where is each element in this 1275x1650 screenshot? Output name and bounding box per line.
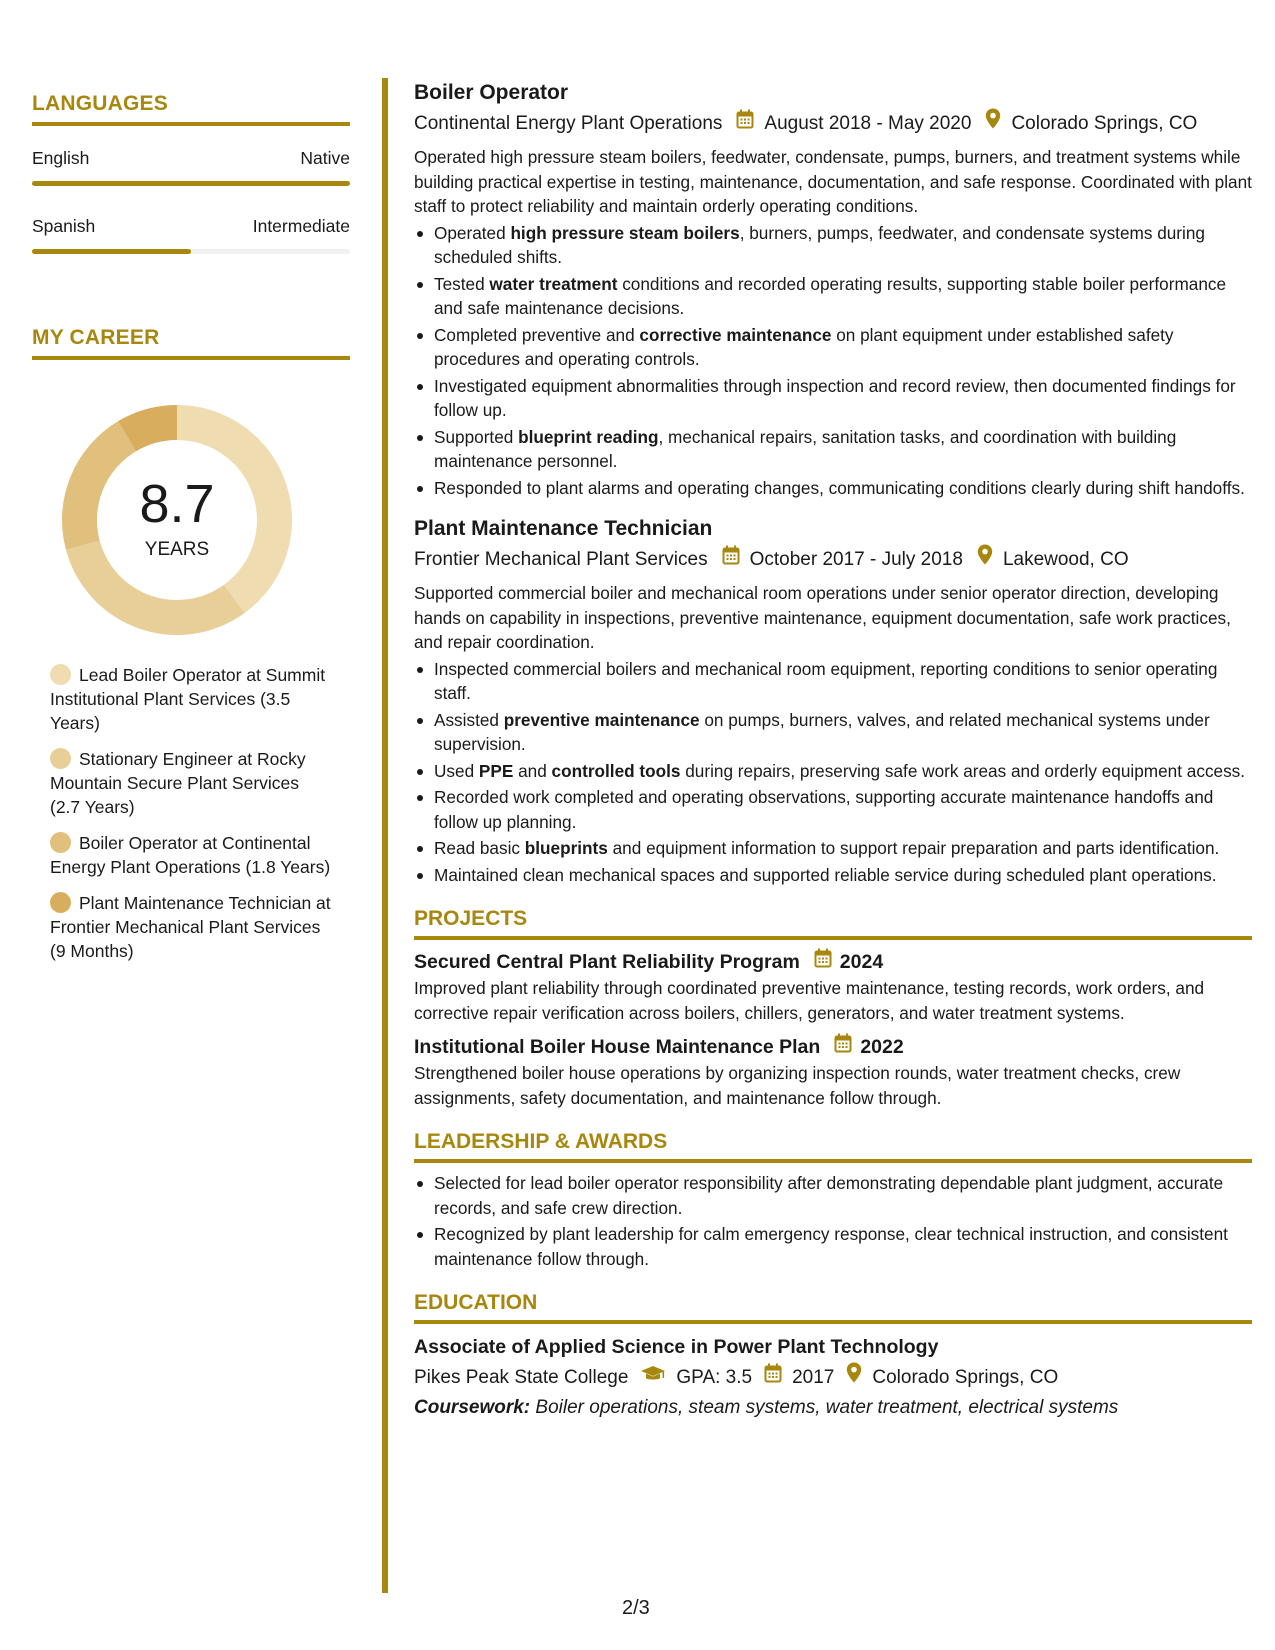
legend-dot [50,748,71,769]
location-pin-icon [977,544,993,575]
education-school: Pikes Peak State College [414,1366,629,1388]
job-description: Supported commercial boiler and mechanical room operations under senior operator direction, developing hands on capability in inspections, preventive maintenance, equipment documentation, safe work practices, and repair coordination. [414,583,1231,652]
job-dates: October 2017 - July 2018 [749,548,963,570]
legend-item [50,663,332,735]
job-company: Frontier Mechanical Plant Services [414,548,708,570]
career-rule [32,356,350,360]
location-pin-icon [985,108,1001,139]
bullet-item: Recorded work completed and operating observations, supporting accurate maintenance handoffs and follow up planning. [414,785,1252,834]
legend-label: Lead Boiler Operator at Summit Institutional Plant Services (3.5 Years) [50,665,326,733]
bullet-item: Supported blueprint reading, mechanical repairs, sanitation tasks, and coordination with building maintenance personnel. [414,425,1252,474]
project-title-row [414,948,1252,976]
language-name: English [32,148,90,168]
bullet-item: Recognized by plant leadership for calm emergency response, clear technical instruction, and consistent maintenance follow through. [414,1222,1252,1271]
job-company: Continental Energy Plant Operations [414,112,723,134]
projects-rule [414,936,1252,940]
left-column [32,92,350,975]
language-bar-fill [32,181,350,186]
bullet-item: Responded to plant alarms and operating changes, communicating conditions clearly during shift handoffs. [414,476,1252,501]
bullet-item: Maintained clean mechanical spaces and supported reliable service during scheduled plant operations. [414,863,1252,888]
calendar-icon [736,109,754,139]
language-level: Intermediate [252,216,350,236]
job-location: Colorado Springs, CO [1011,112,1198,134]
languages-title: LANGUAGES [32,92,168,115]
project-description: Strengthened boiler house operations by organizing inspection rounds, water treatment checks, crew assignments, safety documentation, and maintenance follow through. [414,1063,1181,1108]
language-item [32,216,350,237]
leadership-title: LEADERSHIP & AWARDS [414,1130,668,1153]
legend-label: Stationary Engineer at Rocky Mountain Secure Plant Services (2.7 Years) [50,749,306,817]
legend-dot [50,664,71,685]
project-entry [414,1033,1252,1110]
bullet-item: Completed preventive and corrective maintenance on plant equipment under established safety procedures and operating controls. [414,323,1252,372]
bullet-item: Selected for lead boiler operator responsibility after demonstrating dependable plant judgment, accurate records, and safe crew direction. [414,1171,1252,1220]
project-name: Institutional Boiler House Maintenance Plan [414,1036,821,1058]
job-bullets [414,221,1252,501]
page-number: 2/3 [622,1597,650,1619]
calendar-icon [814,948,832,976]
legend-dot [50,832,71,853]
education-degree: Associate of Applied Science in Power Plant Technology [414,1336,939,1358]
project-description: Improved plant reliability through coordinated preventive maintenance, testing records, work orders, and corrective repair verification across boilers, chillers, generators, and water treatment systems. [414,978,1205,1023]
bullet-item: Operated high pressure steam boilers, burners, pumps, feedwater, and condensate systems during scheduled shifts. [414,221,1252,270]
project-entry [414,948,1252,1025]
bullet-item: Investigated equipment abnormalities through inspection and record review, then documented findings for follow up. [414,374,1252,423]
language-name: Spanish [32,216,96,236]
bullet-item: Read basic blueprints and equipment information to support repair preparation and parts identification. [414,836,1252,861]
job-meta [414,544,1252,575]
career-total-unit: YEARS [144,539,210,560]
calendar-icon [722,545,740,575]
calendar-icon [764,1363,782,1393]
legend-label: Plant Maintenance Technician at Frontier Mechanical Plant Services (9 Months) [50,893,331,961]
education-gpa: GPA: 3.5 [676,1366,753,1388]
coursework-label: Coursework: [414,1397,531,1418]
career-total-value: 8.7 [139,474,215,534]
job-bullets [414,657,1252,888]
coursework-text: Boiler operations, steam systems, water treatment, electrical systems [530,1397,1119,1418]
language-level: Native [300,148,350,168]
legend-label: Boiler Operator at Continental Energy Plant Operations (1.8 Years) [50,833,331,877]
career-legend [50,663,332,963]
education-location: Colorado Springs, CO [872,1366,1059,1388]
bullet-item: Tested water treatment conditions and recorded operating results, supporting stable boiler performance and safe maintenance decisions. [414,272,1252,321]
education-meta [414,1362,1252,1393]
bullet-item: Inspected commercial boilers and mechanical room equipment, reporting conditions to senior operating staff. [414,657,1252,706]
job-entry [414,514,1252,887]
location-pin-icon [846,1362,862,1393]
education-coursework [414,1393,1252,1423]
project-year: 2024 [839,951,884,973]
job-location: Lakewood, CO [1002,548,1129,570]
career-donut-chart [62,405,292,635]
job-meta [414,108,1252,139]
language-bar-fill [32,249,191,254]
project-year: 2022 [860,1036,904,1058]
column-divider [382,78,388,1593]
leadership-rule [414,1159,1252,1163]
education-title: EDUCATION [414,1291,538,1314]
leadership-list [414,1171,1252,1271]
bullet-item: Assisted preventive maintenance on pumps, burners, valves, and related mechanical systems under supervision. [414,708,1252,757]
language-bar [32,249,350,254]
language-bar [32,181,350,186]
legend-item [50,891,332,963]
job-description: Operated high pressure steam boilers, feedwater, condensate, pumps, burners, and treatment systems while building practical expertise in testing, maintenance, documentation, and safe response. Coordinated with plant staff to protect reliability and maintain orderly operating conditions. [414,147,1252,216]
legend-item [50,831,332,879]
career-title: MY CAREER [32,326,160,349]
projects-title: PROJECTS [414,907,528,930]
legend-dot [50,892,71,913]
job-title: Boiler Operator [414,81,569,104]
right-column [414,78,1252,1423]
project-name: Secured Central Plant Reliability Program [414,951,800,973]
bullet-item: Used PPE and controlled tools during repairs, preserving safe work areas and orderly equipment access. [414,759,1252,784]
job-dates: August 2018 - May 2020 [764,112,972,134]
job-title: Plant Maintenance Technician [414,517,713,540]
languages-rule [32,122,350,126]
education-year: 2017 [792,1366,835,1388]
language-item [32,148,350,169]
calendar-icon [834,1033,852,1061]
project-title-row [414,1033,1252,1061]
legend-item [50,747,332,819]
education-rule [414,1320,1252,1324]
job-entry [414,78,1252,500]
graduation-cap-icon [640,1363,666,1393]
